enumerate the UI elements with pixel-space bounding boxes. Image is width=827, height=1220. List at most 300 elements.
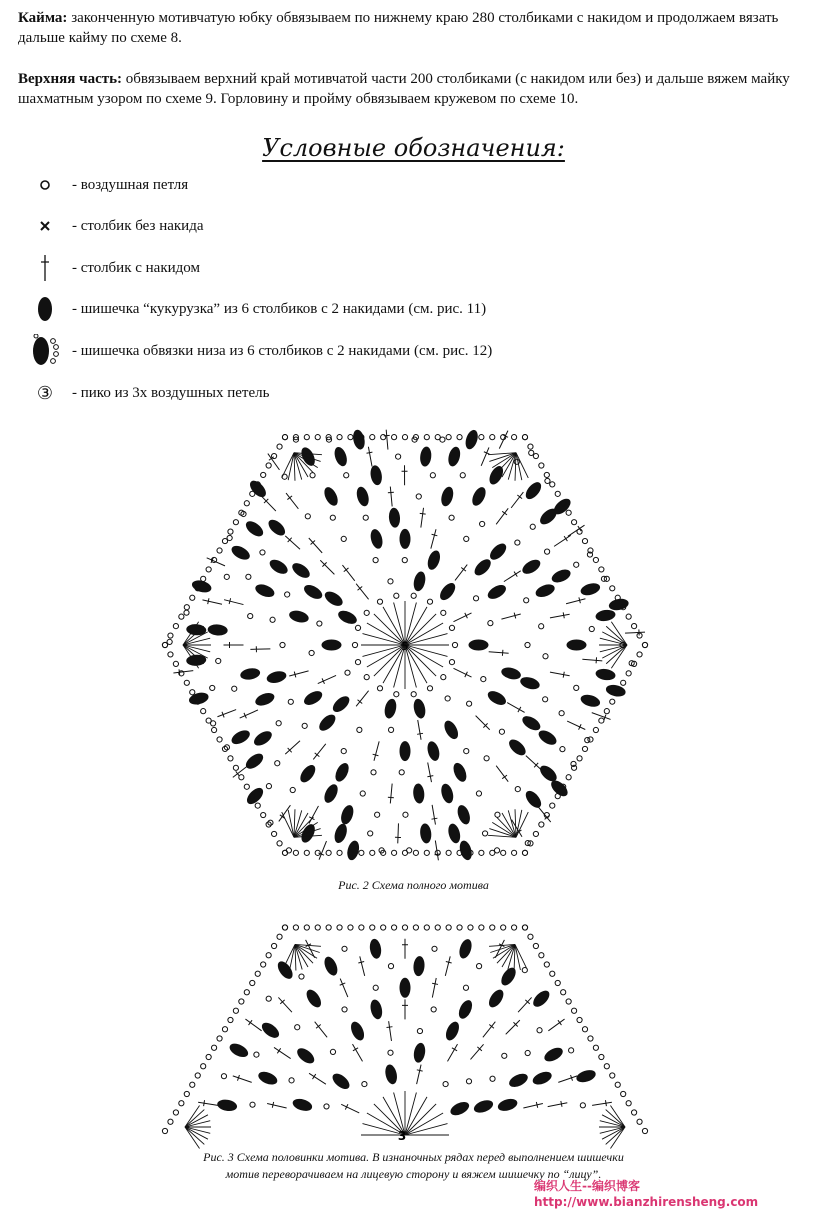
chain-stitch [250, 491, 255, 496]
chain-stitch [569, 1048, 574, 1053]
popcorn-stitch [400, 529, 411, 549]
popcorn-stitch [439, 485, 455, 507]
popcorn-stitch [266, 517, 288, 539]
chain-stitch [577, 756, 582, 761]
popcorn-stitch [520, 557, 543, 577]
popcorn-stitch [316, 712, 338, 734]
popcorn-stitch [267, 557, 290, 577]
double-crochet-stitch [358, 956, 364, 975]
double-crochet-stitch [448, 1044, 458, 1061]
chain-stitch [417, 1028, 422, 1033]
chain-stitch [337, 925, 342, 930]
double-crochet-stitch [340, 979, 348, 997]
double-crochet-stitch [387, 1021, 393, 1041]
chain-stitch [588, 1036, 593, 1041]
chain-stitch [413, 925, 418, 930]
double-crochet-stitch [432, 978, 438, 998]
chain-stitch [270, 617, 275, 622]
chain-stitch [599, 1054, 604, 1059]
chain-stitch [228, 756, 233, 761]
chain-stitch [345, 670, 350, 675]
double-crochet-stitch [224, 642, 244, 648]
double-crochet-stitch [454, 668, 472, 677]
chain-stitch [501, 925, 506, 930]
double-crochet-stitch [496, 508, 508, 524]
popcorn-stitch [339, 804, 356, 826]
chain-stitch [337, 850, 342, 855]
chain-stitch [348, 435, 353, 440]
chain-stitch [168, 652, 173, 657]
popcorn-stitch [330, 693, 352, 715]
chain-stitch [190, 690, 195, 695]
popcorn-stitch [351, 429, 366, 451]
double-crochet-stitch [233, 765, 249, 777]
chain-stitch [582, 538, 587, 543]
chain-stitch [577, 529, 582, 534]
chain-stitch [370, 925, 375, 930]
popcorn-stitch [330, 1071, 352, 1092]
double-crochet-stitch [483, 1022, 495, 1038]
fan-stitch [282, 453, 294, 478]
chain-stitch [610, 699, 615, 704]
popcorn-stitch [485, 582, 508, 602]
popcorn-stitch [400, 978, 411, 998]
chain-stitch [588, 737, 593, 742]
chain-stitch [566, 510, 571, 515]
chain-stitch [201, 1064, 206, 1069]
chain-stitch [315, 925, 320, 930]
chain-stitch [449, 515, 454, 520]
chain-stitch [260, 550, 265, 555]
chain-stitch [364, 675, 369, 680]
chain-stitch [537, 1028, 542, 1033]
popcorn-stitch [530, 988, 552, 1010]
chain-stitch [580, 1103, 585, 1108]
chain-stitch [388, 1050, 393, 1055]
popcorn-stitch [369, 938, 383, 959]
chain-stitch [446, 925, 451, 930]
double-crochet-stitch [548, 1101, 568, 1107]
double-crochet-stitch [356, 584, 368, 600]
chain-stitch [342, 946, 347, 951]
popcorn-stitch [443, 1020, 461, 1043]
chain-stitch [342, 1007, 347, 1012]
popcorn-stitch [227, 1041, 250, 1060]
chain-stitch [473, 596, 478, 601]
chain-stitch [515, 540, 520, 545]
popcorn-stitch [400, 741, 411, 761]
double-crochet-stitch [318, 675, 336, 683]
popcorn-stitch [413, 956, 426, 977]
chain-stitch [490, 850, 495, 855]
popcorn-stitch [472, 556, 494, 578]
chain-stitch [355, 660, 360, 665]
fan-stitch [515, 944, 520, 969]
popcorn-stitch [369, 528, 385, 550]
chain-stitch [375, 812, 380, 817]
fan-stitch [290, 944, 295, 969]
chain-stitch [403, 812, 408, 817]
double-crochet-stitch [496, 766, 508, 782]
double-crochet-stitch [274, 1047, 291, 1058]
chain-stitch [359, 850, 364, 855]
double-crochet-stitch [285, 741, 300, 754]
double-crochet-stitch [224, 598, 243, 604]
chain-stitch [402, 925, 407, 930]
chain-stitch [490, 925, 495, 930]
double-crochet-stitch [506, 1020, 520, 1034]
popcorn-stitch [355, 485, 371, 507]
chain-stitch [529, 450, 534, 455]
chain-stitch [299, 974, 304, 979]
chain-stitch [232, 686, 237, 691]
chain-stitch [391, 435, 396, 440]
fan-stitch [516, 453, 522, 480]
popcorn-stitch [412, 1042, 426, 1064]
popcorn-stitch [239, 667, 261, 681]
chain-stitch [341, 748, 346, 753]
chain-stitch [522, 850, 527, 855]
chain-stitch [363, 515, 368, 520]
popcorn-stitch [302, 582, 325, 602]
chain-stitch [277, 444, 282, 449]
chain-stitch [432, 946, 437, 951]
double-crochet-stitch [558, 1075, 577, 1082]
chain-stitch [544, 472, 549, 477]
chain-stitch [522, 925, 527, 930]
popcorn-stitch [456, 998, 475, 1021]
chain-stitch [168, 1119, 173, 1124]
chain-stitch [559, 711, 564, 716]
double-crochet-stitch [489, 650, 509, 656]
chain-stitch [302, 723, 307, 728]
chain-stitch [539, 463, 544, 468]
popcorn-stitch [294, 1045, 316, 1066]
popcorn-stitch [252, 728, 275, 748]
fan-stitch [516, 810, 522, 837]
chain-stitch [550, 803, 555, 808]
chain-stitch [457, 435, 462, 440]
chain-stitch [464, 536, 469, 541]
double-crochet-stitch [402, 999, 408, 1019]
chain-stitch [539, 624, 544, 629]
chain-stitch [293, 850, 298, 855]
double-crochet-stitch [388, 784, 394, 804]
chain-stitch [626, 614, 631, 619]
chain-stitch [482, 831, 487, 836]
double-crochet-stitch [367, 447, 373, 467]
chain-stitch [599, 567, 604, 572]
chain-stitch [261, 962, 266, 967]
chain-stitch [330, 1049, 335, 1054]
popcorn-stitch [333, 761, 352, 784]
double-crochet-stitch [470, 1044, 483, 1059]
chain-stitch [637, 1119, 642, 1124]
popcorn-stitch [579, 581, 601, 597]
chain-stitch [190, 1082, 195, 1087]
chain-stitch [637, 652, 642, 657]
double-crochet-stitch [250, 646, 270, 652]
center-spoke [394, 602, 405, 645]
chain-stitch [424, 925, 429, 930]
chain-stitch [431, 1007, 436, 1012]
chain-stitch [543, 654, 548, 659]
chain-stitch [468, 925, 473, 930]
chain-stitch [449, 660, 454, 665]
chain-stitch [457, 925, 462, 930]
popcorn-stitch [506, 737, 528, 759]
full-motif-center-label: 5 [401, 640, 409, 653]
popcorn-stitch [419, 823, 432, 844]
double-crochet-stitch [550, 612, 570, 618]
chain-stitch [604, 709, 609, 714]
chain-stitch [582, 746, 587, 751]
chain-stitch [271, 453, 276, 458]
popcorn-stitch [469, 640, 489, 651]
chain-stitch [391, 925, 396, 930]
chain-stitch [515, 787, 520, 792]
popcorn-stitch [332, 822, 349, 844]
popcorn-stitch [348, 1020, 366, 1043]
chain-stitch [324, 1104, 329, 1109]
popcorn-stitch [519, 675, 541, 691]
double-crochet-stitch [523, 1102, 542, 1108]
popcorn-stitch [579, 693, 601, 709]
center-spoke [405, 1092, 416, 1135]
chain-stitch [626, 671, 631, 676]
chain-stitch [490, 1076, 495, 1081]
chain-stitch [464, 748, 469, 753]
chain-stitch [463, 985, 468, 990]
double-crochet-stitch [353, 1044, 363, 1061]
chain-stitch [184, 605, 189, 610]
double-crochet-stitch [566, 597, 585, 603]
chain-stitch [348, 925, 353, 930]
popcorn-stitch [299, 822, 318, 845]
chain-stitch [282, 435, 287, 440]
center-spoke [405, 634, 448, 645]
fan-stitch [515, 944, 526, 967]
chain-stitch [288, 699, 293, 704]
chain-stitch [255, 971, 260, 976]
chain-stitch [501, 850, 506, 855]
double-crochet-stitch [431, 529, 438, 548]
picot-3-icon: ③ [36, 382, 54, 403]
chain-stitch [555, 491, 560, 496]
popcorn-stitch [451, 761, 469, 784]
popcorn-stitch [595, 668, 616, 682]
chain-stitch [490, 435, 495, 440]
chain-stitch [217, 548, 222, 553]
popcorn-stitch [536, 728, 559, 748]
popcorn-stitch [207, 624, 228, 637]
chain-stitch [539, 822, 544, 827]
popcorn-stitch [243, 518, 266, 539]
popcorn-stitch [446, 446, 462, 468]
double-crochet-stitch [582, 657, 602, 663]
chain-stitch [250, 980, 255, 985]
chain-stitch [511, 850, 516, 855]
popcorn-stitch [288, 609, 310, 625]
chain-stitch [399, 770, 404, 775]
double-crochet-stitch [313, 744, 326, 760]
chain-stitch [228, 1017, 233, 1022]
chain-stitch [305, 514, 310, 519]
double-crochet-stitch [554, 535, 571, 546]
double-crochet-stitch [198, 1100, 218, 1106]
chain-stitch [222, 1027, 227, 1032]
chain-stitch [610, 1073, 615, 1078]
chain-stitch [162, 1128, 167, 1133]
popcorn-stitch [332, 445, 349, 467]
chain-stitch [530, 524, 535, 529]
chain-stitch [435, 925, 440, 930]
chain-stitch [271, 831, 276, 836]
double-crochet-stitch [341, 1104, 359, 1113]
double-crochet-stitch [289, 671, 308, 678]
chain-stitch [446, 850, 451, 855]
chain-stitch [326, 850, 331, 855]
chain-stitch [206, 567, 211, 572]
chain-stitch [626, 1101, 631, 1106]
chain-stitch [285, 592, 290, 597]
chain-stitch [224, 574, 229, 579]
double-crochet-stitch [592, 1100, 612, 1106]
chain-stitch [467, 701, 472, 706]
chain-stitch [394, 692, 399, 697]
chain-stitch [424, 850, 429, 855]
chain-stitch [370, 435, 375, 440]
chain-stitch [550, 482, 555, 487]
chain-stitch [370, 850, 375, 855]
popcorn-stitch [412, 570, 427, 592]
watermark-line-1: 编织人生--编织博客 [534, 1179, 640, 1193]
chain-stitch [522, 435, 527, 440]
double-crochet-stitch [319, 841, 327, 860]
chain-stitch [481, 677, 486, 682]
chain-stitch [184, 680, 189, 685]
chain-stitch [239, 999, 244, 1004]
chain-stitch [449, 625, 454, 630]
double-crochet-stitch [417, 720, 423, 740]
chain-stitch [173, 1110, 178, 1115]
popcorn-stitch [254, 691, 277, 708]
chain-stitch [545, 478, 550, 483]
chain-stitch [206, 718, 211, 723]
popcorn-stitch [550, 567, 573, 585]
chain-stitch [210, 685, 215, 690]
chain-stitch [479, 925, 484, 930]
chain-stitch [173, 624, 178, 629]
popcorn-stitch [229, 543, 252, 562]
chain-stitch [282, 925, 287, 930]
popcorn-stitch [425, 549, 442, 571]
popcorn-stitch [523, 788, 544, 810]
chain-stitch [621, 680, 626, 685]
chain-stitch [261, 472, 266, 477]
top-part-label: Верхняя часть: [18, 71, 123, 87]
chain-stitch [337, 435, 342, 440]
double-crochet-stitch [432, 805, 438, 825]
double-crochet-stitch [455, 565, 467, 581]
chain-stitch [315, 435, 320, 440]
chain-stitch [525, 642, 530, 647]
chain-stitch [388, 727, 393, 732]
double-crochet-stitch [309, 1073, 326, 1084]
chain-stitch [373, 985, 378, 990]
chain-stitch [571, 1008, 576, 1013]
double-crochet-stitch [567, 721, 585, 730]
popcorn-stitch [388, 507, 401, 528]
popcorn-stitch [496, 1097, 518, 1113]
center-spoke [362, 634, 405, 645]
popcorn-stitch [412, 698, 427, 720]
chain-stitch [560, 747, 565, 752]
chain-stitch [304, 925, 309, 930]
popcorn-stitch [595, 609, 616, 623]
chain-stitch [277, 841, 282, 846]
chain-stitch [642, 1128, 647, 1133]
legend-item-label: - воздушная петля [72, 176, 189, 193]
watermark [534, 1178, 824, 1210]
double-crochet-stitch [278, 997, 292, 1012]
chain-stitch [352, 642, 357, 647]
chain-stitch [443, 1081, 448, 1086]
popcorn-stitch [485, 688, 508, 708]
chain-stitch [522, 968, 527, 973]
chain-stitch [424, 435, 429, 440]
chain-stitch [621, 1091, 626, 1096]
double-crochet-stitch [402, 939, 408, 959]
double-crochet-stitch [550, 672, 570, 678]
chain-stitch [362, 1081, 367, 1086]
fan-stitch [282, 812, 294, 837]
chain-stitch [201, 709, 206, 714]
chain-stitch [266, 784, 271, 789]
chain-stitch [289, 1078, 294, 1083]
legend-item-label: - пико из 3х воздушных петель [72, 384, 270, 401]
chain-stitch [162, 642, 167, 647]
double-crochet-stitch [240, 710, 258, 718]
chain-stitch [206, 1054, 211, 1059]
popcorn-stitch [254, 582, 277, 599]
chain-stitch [593, 727, 598, 732]
chain-stitch [304, 435, 309, 440]
popcorn-stitch [256, 1069, 279, 1087]
chain-stitch [446, 435, 451, 440]
double-crochet-stitch [286, 493, 298, 509]
popcorn-stitch [439, 782, 455, 804]
chain-stitch [217, 1036, 222, 1041]
double-crochet-stitch [202, 598, 222, 604]
double-crochet-stitch [417, 1065, 423, 1084]
popcorn-stitch [336, 608, 359, 627]
chain-stitch [484, 756, 489, 761]
chain-stitch [582, 1027, 587, 1032]
double-crochet-stitch [481, 447, 489, 465]
chain-stitch [642, 642, 647, 647]
legend-item-label: - столбик без накида [72, 217, 204, 234]
half-motif-center-label: 3 [397, 1129, 407, 1143]
popcorn-stitch [507, 1071, 530, 1090]
chain-stitch [266, 953, 271, 958]
chain-stitch [396, 454, 401, 459]
chain-stitch [427, 686, 432, 691]
popcorn-stitch [500, 666, 522, 682]
chain-stitch [244, 990, 249, 995]
popcorn-stitch [322, 782, 341, 805]
popcorn-stitch [384, 1063, 399, 1085]
